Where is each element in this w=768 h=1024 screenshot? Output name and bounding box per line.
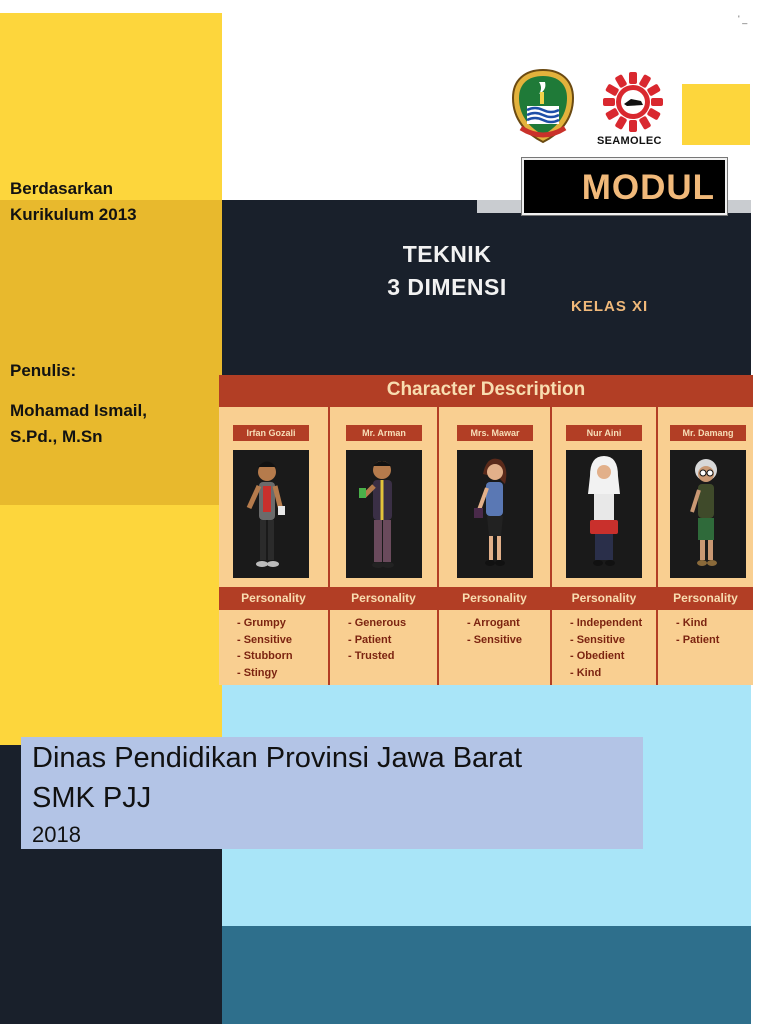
trait-item: - Patient: [676, 633, 720, 646]
character-name: Nur Aini: [566, 425, 642, 441]
trait-item: - Stingy: [237, 666, 278, 679]
yellow-block-top: [0, 13, 222, 200]
trait-item: - Trusted: [348, 650, 395, 662]
character-name: Mrs. Mawar: [457, 425, 533, 441]
personality-label: Personality: [658, 587, 753, 610]
basis-line1: Berdasarkan: [10, 179, 114, 198]
character-illustration: [233, 450, 309, 578]
trait-item: - Generous: [348, 617, 407, 629]
trait-item: - Arrogant: [467, 617, 520, 629]
class-label: KELAS XI: [571, 298, 649, 315]
teal-block: [222, 926, 751, 1024]
publish-year: 2018: [32, 822, 81, 847]
seamolec-logo-icon: [596, 71, 670, 138]
author-degree: S.Pd., M.Sn: [10, 427, 103, 446]
character-card: [219, 407, 328, 685]
character-illustration: [346, 450, 422, 578]
personality-label: Personality: [439, 587, 550, 610]
trait-item: - Grumpy: [237, 617, 286, 629]
character-illustration: [457, 450, 533, 578]
character-name: Mr. Damang: [670, 425, 746, 441]
yellow-block-lower: [0, 505, 222, 745]
panel-title: Character Description: [219, 375, 753, 407]
basis-line2: Kurikulum 2013: [10, 205, 137, 224]
trait-list: [676, 615, 719, 648]
personality-label: Personality: [330, 587, 437, 610]
trait-item: - Kind: [570, 666, 602, 679]
trait-item: - Patient: [348, 633, 392, 646]
trait-item: - Sensitive: [237, 633, 293, 646]
modul-badge-text: MODUL: [581, 168, 715, 207]
trait-item: - Sensitive: [467, 633, 523, 646]
trait-item: - Independent: [570, 617, 643, 629]
module-title: [322, 238, 572, 304]
left-text-column: [10, 176, 215, 450]
character-card: [330, 407, 437, 685]
author-name: Mohamad Ismail,: [10, 401, 147, 420]
character-description-panel: [219, 375, 753, 685]
trait-item: - Kind: [676, 617, 708, 629]
yellow-square: [682, 84, 750, 145]
title-line1: TEKNIK: [402, 241, 492, 267]
character-name: Irfan Gozali: [233, 425, 309, 441]
author-label: Penulis:: [10, 361, 77, 380]
personality-label: Personality: [219, 587, 328, 610]
seamolec-label: SEAMOLEC: [597, 135, 662, 147]
trait-list: [570, 615, 642, 681]
trait-item: - Stubborn: [237, 650, 293, 662]
character-card: [552, 407, 656, 685]
trait-item: - Obedient: [570, 650, 625, 662]
corner-mark: ' _: [738, 14, 748, 24]
personality-label: Personality: [552, 587, 656, 610]
trait-list: [237, 615, 293, 681]
trait-list: [348, 615, 406, 665]
publisher-line2: SMK PJJ: [32, 782, 152, 814]
title-line2: 3 DIMENSI: [387, 274, 507, 300]
publisher-line1: Dinas Pendidikan Provinsi Jawa Barat: [32, 742, 523, 774]
modul-badge: [522, 158, 727, 215]
character-card: [439, 407, 550, 685]
character-card: [658, 407, 753, 685]
jawa-barat-emblem-icon: [509, 68, 577, 149]
character-illustration: [670, 450, 746, 578]
publisher-box: [21, 737, 643, 849]
character-name: Mr. Arman: [346, 425, 422, 441]
trait-list: [467, 615, 522, 648]
character-illustration: [566, 450, 642, 578]
trait-item: - Sensitive: [570, 633, 626, 646]
